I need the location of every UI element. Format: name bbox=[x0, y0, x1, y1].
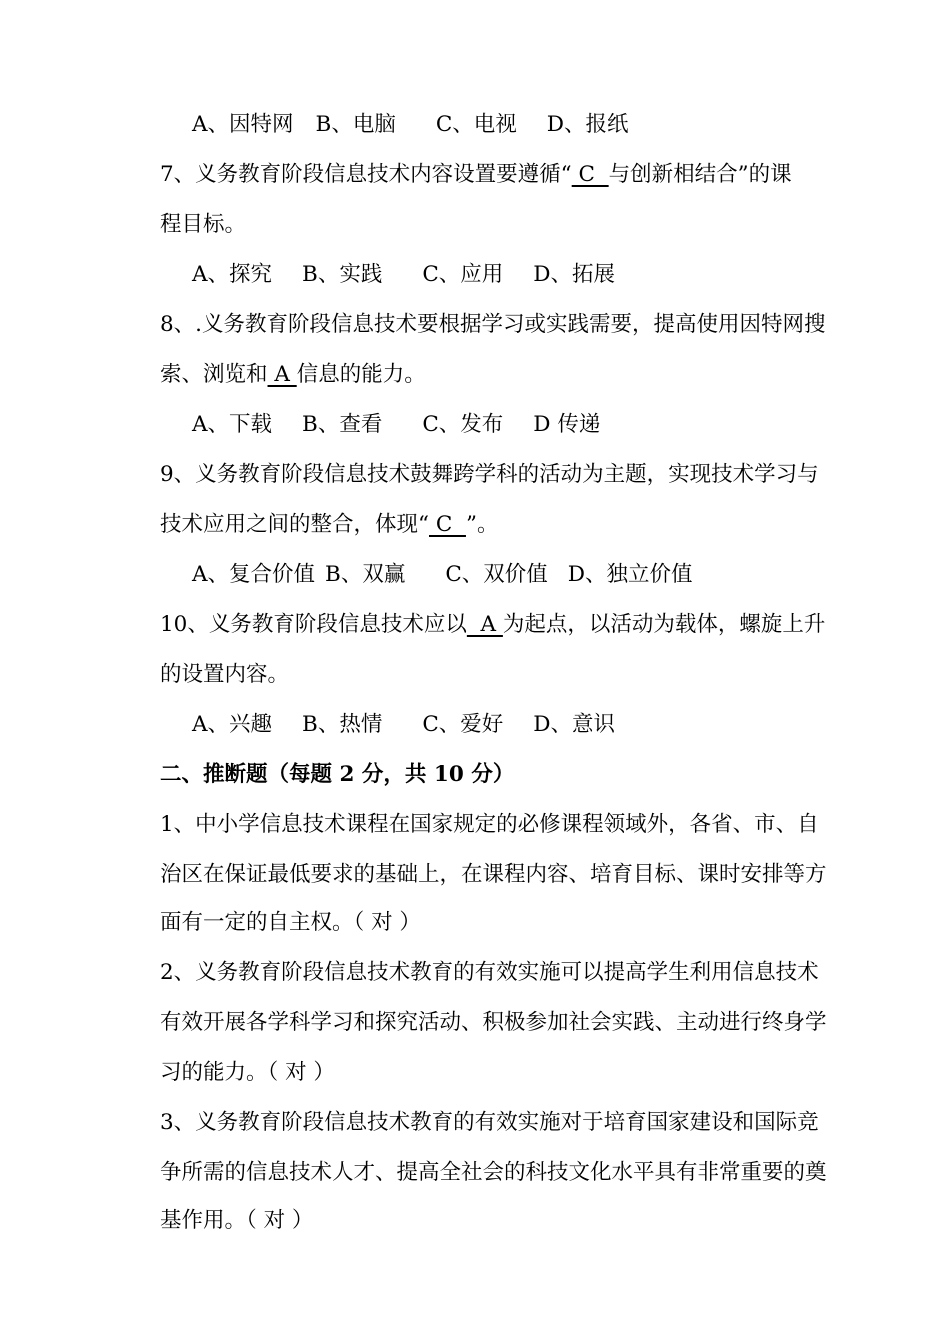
judge-1-line-2: 治区在保证最低要求的基础上，在课程内容、培育目标、课时安排等方 bbox=[160, 862, 827, 887]
q7-option-d: D、拓展 bbox=[533, 262, 616, 287]
section-heading: 二、推断题（每题 2 分，共 10 分） bbox=[160, 762, 515, 787]
q8-line-1: 8、.义务教育阶段信息技术要根据学习或实践需要，提高使用因特网搜 bbox=[160, 312, 826, 337]
q9-option-c: C、双价值 bbox=[445, 562, 548, 587]
q6-option-b: B、电脑 bbox=[315, 112, 396, 137]
judge-3-line-1: 3、义务教育阶段信息技术教育的有效实施对于培育国家建设和国际竞 bbox=[160, 1110, 819, 1135]
q9-line-1: 9、义务教育阶段信息技术鼓舞跨学科的活动为主题，实现技术学习与 bbox=[160, 462, 819, 487]
q10-line-1: 10、义务教育阶段信息技术应以 A 为起点，以活动为载体，螺旋上升 bbox=[160, 612, 826, 637]
q6-option-a: A、因特网 bbox=[192, 112, 294, 137]
q10-options bbox=[192, 710, 615, 740]
q9-answer: C bbox=[429, 512, 466, 537]
judge-2-line-1: 2、义务教育阶段信息技术教育的有效实施可以提高学生利用信息技术 bbox=[160, 960, 819, 985]
q7-line-1: 7、义务教育阶段信息技术内容设置要遵循“ C 与创新相结合”的课 bbox=[160, 162, 792, 187]
q10-option-c: C、爱好 bbox=[422, 712, 504, 737]
q8-option-a: A、下载 bbox=[192, 412, 273, 437]
q8-option-b: B、查看 bbox=[302, 412, 383, 437]
judge-3-line-2: 争所需的信息技术人才、提高全社会的科技文化水平具有非常重要的奠 bbox=[160, 1160, 827, 1185]
q6-options bbox=[192, 110, 629, 140]
q10-option-d: D、意识 bbox=[533, 712, 616, 737]
q8-option-c: C、发布 bbox=[422, 412, 504, 437]
q9-option-b: B、双赢 bbox=[325, 562, 406, 587]
q8-option-d: D 传递 bbox=[533, 412, 601, 437]
q9-option-a: A、复合价值 bbox=[192, 562, 316, 587]
q10-answer: A bbox=[466, 612, 503, 637]
q10-option-a: A、兴趣 bbox=[192, 712, 273, 737]
judge-1-line-1: 1、中小学信息技术课程在国家规定的必修课程领域外，各省、市、自 bbox=[160, 812, 819, 837]
q6-option-d: D、报纸 bbox=[546, 112, 629, 137]
q9-option-d: D、独立价值 bbox=[567, 562, 693, 587]
q7-option-b: B、实践 bbox=[302, 262, 383, 287]
q8-line-2: 索、浏览和 A 信息的能力。 bbox=[160, 362, 426, 387]
q7-answer: C bbox=[571, 162, 609, 187]
q6-option-c: C、电视 bbox=[435, 112, 517, 137]
judge-2-line-3: 习的能力。（ 对 ） bbox=[160, 1060, 335, 1085]
q8-options bbox=[192, 410, 600, 440]
q10-option-b: B、热情 bbox=[302, 712, 383, 737]
q7-option-a: A、探究 bbox=[192, 262, 273, 287]
q7-options bbox=[192, 260, 615, 290]
judge-1-line-3: 面有一定的自主权。（ 对 ） bbox=[160, 910, 421, 935]
judge-3-line-3: 基作用。（ 对 ） bbox=[160, 1208, 314, 1233]
q9-line-2: 技术应用之间的整合，体现“ C ”。 bbox=[160, 512, 499, 537]
judge-2-line-2: 有效开展各学科学习和探究活动、积极参加社会实践、主动进行终身学 bbox=[160, 1010, 827, 1035]
q7-option-c: C、应用 bbox=[422, 262, 504, 287]
q9-options bbox=[192, 560, 693, 590]
q8-answer: A bbox=[267, 362, 297, 387]
q10-line-2: 的设置内容。 bbox=[160, 662, 290, 687]
q7-line-2: 程目标。 bbox=[160, 212, 247, 237]
